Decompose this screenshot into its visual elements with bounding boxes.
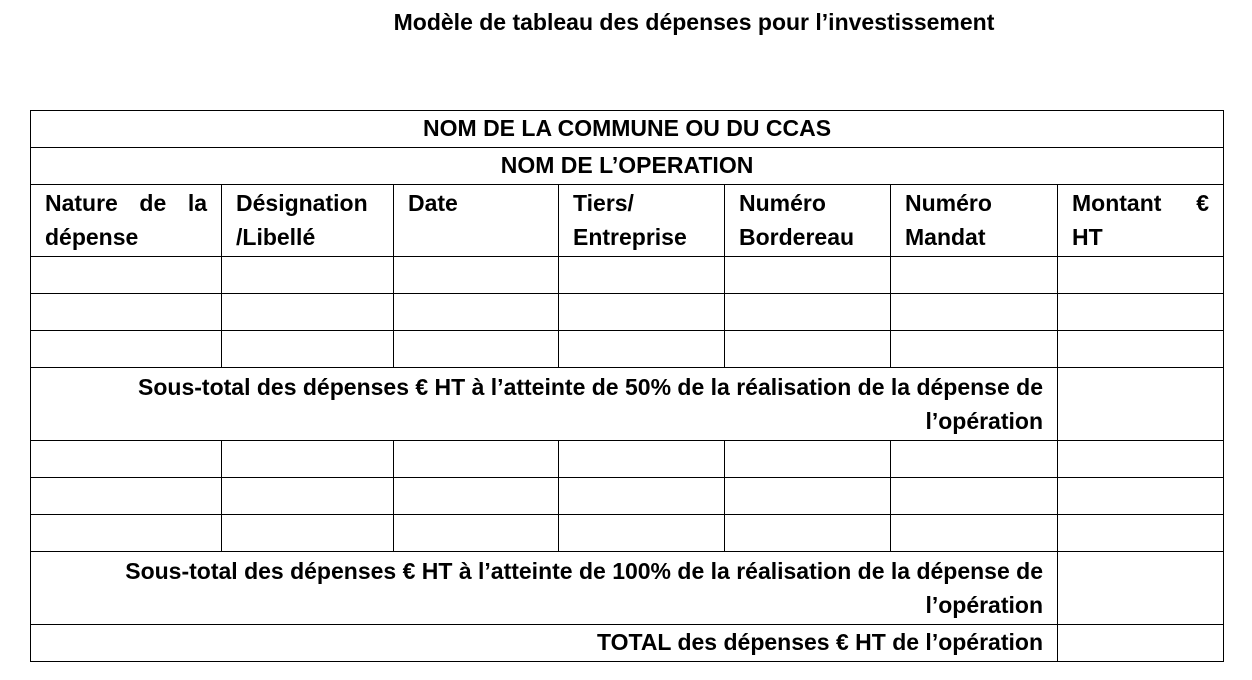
column-header-designation: [222, 185, 394, 257]
total-row: [31, 625, 1224, 662]
table-cell[interactable]: [1058, 478, 1224, 515]
subtotal-50-label: Sous-total des dépenses € HT à l’atteinte de 50% de la réalisation de la dépense de l’opération: [31, 368, 1058, 441]
table-cell[interactable]: [31, 331, 222, 368]
column-header-mandat-label: Numéro Mandat: [905, 190, 992, 250]
table-cell[interactable]: [725, 331, 891, 368]
column-header-montant: [1058, 185, 1224, 257]
column-header-bordereau-label: Numéro Bordereau: [739, 190, 855, 250]
table-cell[interactable]: [559, 257, 725, 294]
table-cell[interactable]: [222, 441, 394, 478]
table-cell[interactable]: [891, 441, 1058, 478]
table-cell[interactable]: [559, 515, 725, 552]
table-row: [31, 331, 1224, 368]
subtotal-100-amount-cell[interactable]: [1058, 552, 1224, 625]
table-cell[interactable]: [31, 478, 222, 515]
subtotal-50-row: [31, 368, 1224, 441]
table-cell[interactable]: [222, 294, 394, 331]
table-row: [31, 515, 1224, 552]
table-cell[interactable]: [394, 478, 559, 515]
table-cell[interactable]: [394, 294, 559, 331]
total-label: TOTAL des dépenses € HT de l’opération: [31, 625, 1058, 662]
table-cell[interactable]: [1058, 441, 1224, 478]
table-cell[interactable]: [222, 478, 394, 515]
subtotal-100-label: Sous-total des dépenses € HT à l’atteinte de 100% de la réalisation de la dépense de l’opération: [31, 552, 1058, 625]
operation-row: [31, 148, 1224, 185]
column-header-date-label: Date: [408, 190, 458, 216]
table-cell[interactable]: [891, 257, 1058, 294]
column-header-mandat: [891, 185, 1058, 257]
table-cell[interactable]: [559, 331, 725, 368]
column-header-row: [31, 185, 1224, 257]
table-cell[interactable]: [891, 515, 1058, 552]
column-header-montant-label: Montant € HT: [1072, 190, 1210, 250]
table-cell[interactable]: [394, 441, 559, 478]
table-cell[interactable]: [559, 294, 725, 331]
table-cell[interactable]: [1058, 294, 1224, 331]
table-cell[interactable]: [31, 515, 222, 552]
table-row: [31, 478, 1224, 515]
table-cell[interactable]: [222, 331, 394, 368]
subtotal-100-row: [31, 552, 1224, 625]
subtotal-50-amount-cell[interactable]: [1058, 368, 1224, 441]
table-cell[interactable]: [1058, 257, 1224, 294]
column-header-bordereau: [725, 185, 891, 257]
table-cell[interactable]: [891, 478, 1058, 515]
commune-row: [31, 111, 1224, 148]
table-cell[interactable]: [891, 331, 1058, 368]
commune-name-cell: NOM DE LA COMMUNE OU DU CCAS: [31, 111, 1224, 148]
table-cell[interactable]: [394, 257, 559, 294]
table-cell[interactable]: [559, 441, 725, 478]
table-cell[interactable]: [725, 515, 891, 552]
table-cell[interactable]: [725, 478, 891, 515]
column-header-nature: [31, 185, 222, 257]
column-header-tiers: [559, 185, 725, 257]
table-row: [31, 441, 1224, 478]
column-header-designation-label: Désignation /Libellé: [236, 190, 368, 250]
table-row: [31, 294, 1224, 331]
document-title: Modèle de tableau des dépenses pour l’investissement: [393, 9, 995, 35]
column-header-tiers-label: Tiers/ Entreprise: [573, 190, 687, 250]
table-cell[interactable]: [891, 294, 1058, 331]
table-cell[interactable]: [1058, 515, 1224, 552]
table-cell[interactable]: [559, 478, 725, 515]
table-cell[interactable]: [725, 441, 891, 478]
table-cell[interactable]: [725, 257, 891, 294]
table-cell[interactable]: [31, 294, 222, 331]
operation-name-cell: NOM DE L’OPERATION: [31, 148, 1224, 185]
table-cell[interactable]: [222, 257, 394, 294]
table-cell[interactable]: [394, 331, 559, 368]
table-cell[interactable]: [725, 294, 891, 331]
table-cell[interactable]: [222, 515, 394, 552]
expense-table: [30, 110, 1224, 662]
table-cell[interactable]: [1058, 331, 1224, 368]
column-header-nature-label: Nature de la dépense: [45, 190, 207, 250]
total-amount-cell[interactable]: [1058, 625, 1224, 662]
table-row: [31, 257, 1224, 294]
table-cell[interactable]: [394, 515, 559, 552]
table-cell[interactable]: [31, 257, 222, 294]
column-header-date: [394, 185, 559, 257]
table-cell[interactable]: [31, 441, 222, 478]
